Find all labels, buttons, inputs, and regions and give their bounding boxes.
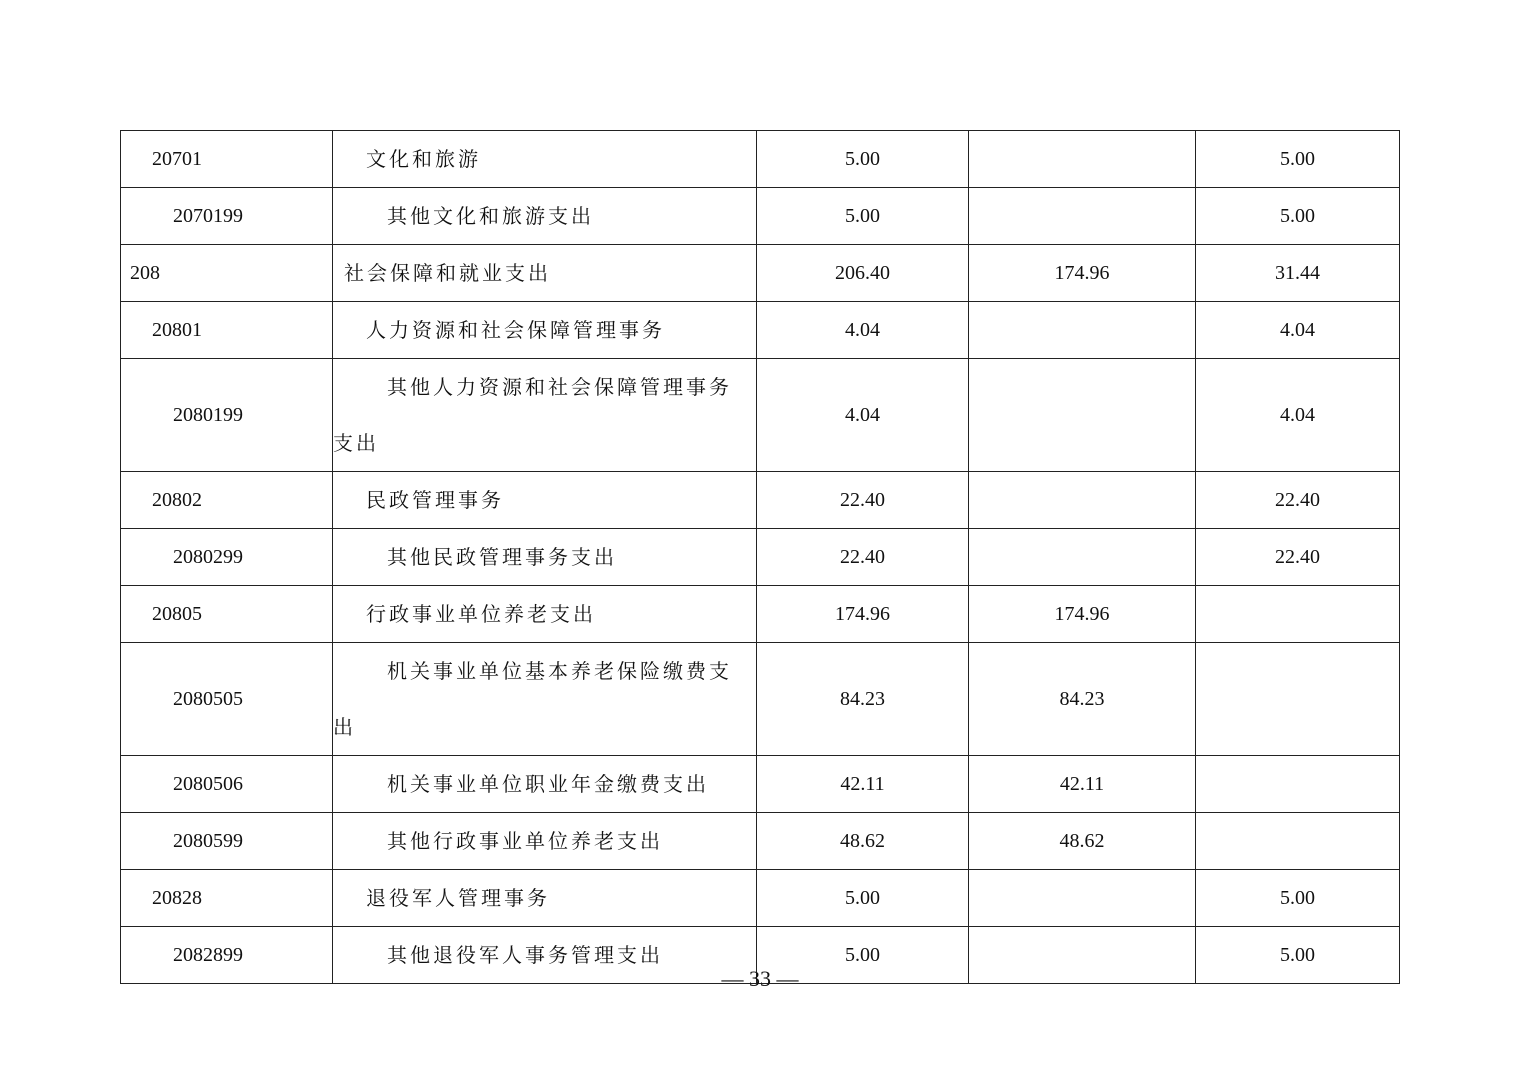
table-row: [121, 188, 1400, 245]
basic-amount: [969, 472, 1196, 529]
subject-name: 其他人力资源和社会保障管理事务支出: [333, 359, 757, 472]
subject-code: 2082899: [121, 927, 333, 984]
subject-code: 208: [121, 245, 333, 302]
subject-code: 2080505: [121, 643, 333, 756]
basic-amount: [969, 529, 1196, 586]
project-amount: [1196, 643, 1400, 756]
subject-name: 机关事业单位职业年金缴费支出: [333, 756, 757, 813]
table-row: [121, 586, 1400, 643]
subject-name: 其他退役军人事务管理支出: [333, 927, 757, 984]
subject-code: 20701: [121, 131, 333, 188]
basic-amount: 42.11: [969, 756, 1196, 813]
total-amount: 22.40: [757, 472, 969, 529]
page-number: — 33 —: [721, 966, 799, 991]
subject-code: 20802: [121, 472, 333, 529]
project-amount: [1196, 586, 1400, 643]
total-amount: 5.00: [757, 131, 969, 188]
basic-amount: [969, 870, 1196, 927]
basic-amount: 48.62: [969, 813, 1196, 870]
project-amount: [1196, 756, 1400, 813]
budget-table: [120, 130, 1400, 984]
table-row: [121, 302, 1400, 359]
basic-amount: [969, 131, 1196, 188]
table-row: [121, 870, 1400, 927]
project-amount: 5.00: [1196, 927, 1400, 984]
subject-code: 2080299: [121, 529, 333, 586]
project-amount: 4.04: [1196, 359, 1400, 472]
project-amount: 5.00: [1196, 870, 1400, 927]
project-amount: [1196, 813, 1400, 870]
total-amount: 5.00: [757, 188, 969, 245]
total-amount: 5.00: [757, 870, 969, 927]
total-amount: 174.96: [757, 586, 969, 643]
subject-name: 文化和旅游: [333, 131, 757, 188]
table-row: [121, 756, 1400, 813]
project-amount: 22.40: [1196, 529, 1400, 586]
total-amount: 84.23: [757, 643, 969, 756]
subject-name: 机关事业单位基本养老保险缴费支出: [333, 643, 757, 756]
basic-amount: [969, 302, 1196, 359]
total-amount: 22.40: [757, 529, 969, 586]
basic-amount: 174.96: [969, 586, 1196, 643]
subject-code: 2080506: [121, 756, 333, 813]
basic-amount: 84.23: [969, 643, 1196, 756]
table-row: [121, 131, 1400, 188]
basic-amount: 174.96: [969, 245, 1196, 302]
total-amount: 4.04: [757, 359, 969, 472]
project-amount: 5.00: [1196, 188, 1400, 245]
subject-name: 其他文化和旅游支出: [333, 188, 757, 245]
project-amount: 4.04: [1196, 302, 1400, 359]
subject-name: 社会保障和就业支出: [333, 245, 757, 302]
total-amount: 4.04: [757, 302, 969, 359]
total-amount: 42.11: [757, 756, 969, 813]
subject-code: 20828: [121, 870, 333, 927]
subject-name: 人力资源和社会保障管理事务: [333, 302, 757, 359]
project-amount: 5.00: [1196, 131, 1400, 188]
subject-name: 其他民政管理事务支出: [333, 529, 757, 586]
table-row: [121, 472, 1400, 529]
total-amount: 206.40: [757, 245, 969, 302]
subject-name: 民政管理事务: [333, 472, 757, 529]
table-row: [121, 643, 1400, 756]
basic-amount: [969, 359, 1196, 472]
project-amount: 22.40: [1196, 472, 1400, 529]
subject-code: 2080599: [121, 813, 333, 870]
subject-code: 20805: [121, 586, 333, 643]
subject-name: 退役军人管理事务: [333, 870, 757, 927]
subject-code: 20801: [121, 302, 333, 359]
table-row: [121, 359, 1400, 472]
table-row: [121, 529, 1400, 586]
project-amount: 31.44: [1196, 245, 1400, 302]
total-amount: 48.62: [757, 813, 969, 870]
subject-name: 其他行政事业单位养老支出: [333, 813, 757, 870]
basic-amount: [969, 188, 1196, 245]
subject-name: 行政事业单位养老支出: [333, 586, 757, 643]
subject-code: 2070199: [121, 188, 333, 245]
total-amount: 5.00: [757, 927, 969, 984]
subject-code: 2080199: [121, 359, 333, 472]
table-row: [121, 245, 1400, 302]
table-row: [121, 813, 1400, 870]
